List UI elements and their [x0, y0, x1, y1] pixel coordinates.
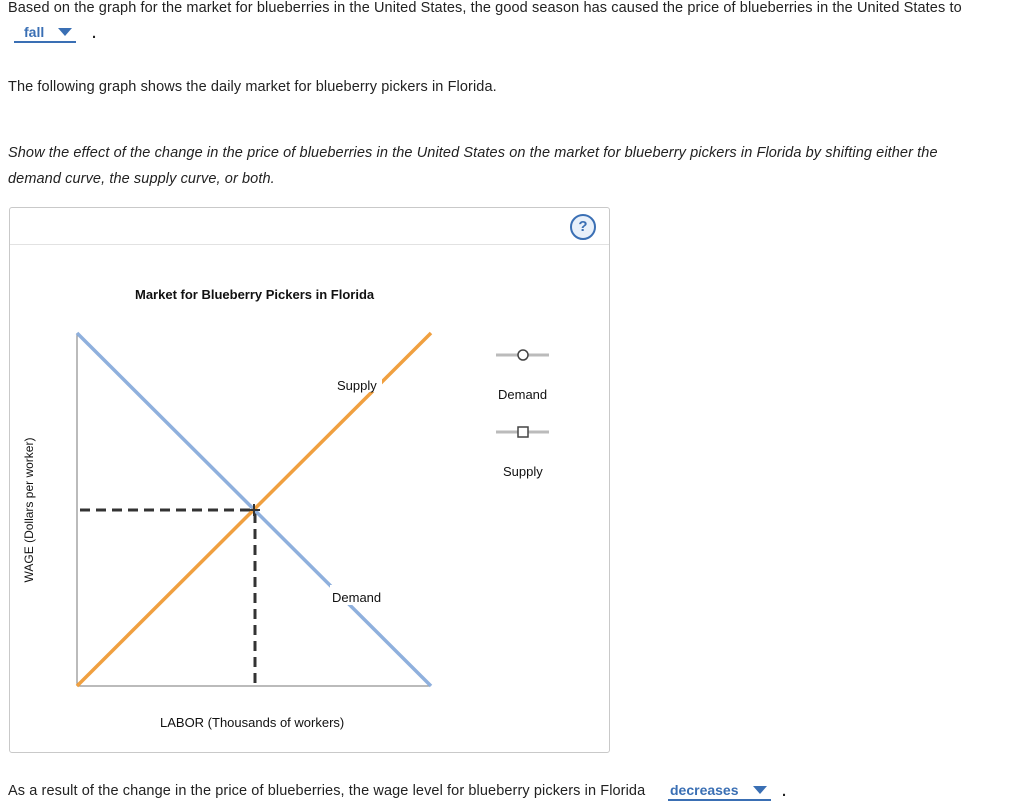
instructions-line-2: demand curve, the supply curve, or both.	[8, 171, 275, 187]
legend-supply-label[interactable]: Supply	[503, 464, 543, 479]
wage-change-dropdown[interactable]	[668, 782, 771, 801]
demand-curve-label: Demand	[332, 590, 382, 605]
period: .	[92, 26, 97, 42]
chart-title: Market for Blueberry Pickers in Florida	[135, 287, 375, 302]
circle-icon[interactable]	[518, 350, 528, 360]
graph-intro-text: The following graph shows the daily market for blueberry pickers in Florida.	[8, 79, 497, 95]
chevron-down-icon	[753, 786, 767, 794]
instructions-line-1: Show the effect of the change in the price of blueberries in the United States on the market for blueberry pickers in Florida by shifting either the	[8, 145, 938, 161]
x-axis-label: LABOR (Thousands of workers)	[160, 715, 345, 730]
legend-demand-label[interactable]: Demand	[498, 387, 548, 402]
square-icon[interactable]	[518, 427, 528, 437]
period: .	[782, 784, 787, 800]
result-text: As a result of the change in the price of blueberries, the wage level for blueberry pickers in Florida	[8, 783, 646, 799]
question-line-1: Based on the graph for the market for blueberries in the United States, the good season has caused the price of blueberries in the United States to	[8, 0, 962, 16]
y-axis-label: WAGE (Dollars per worker)	[22, 437, 36, 583]
question-icon[interactable]: ?	[570, 214, 596, 240]
graph-panel	[9, 207, 610, 753]
wage-change-dropdown-value: decreases	[670, 782, 739, 798]
chevron-down-icon	[58, 28, 72, 36]
supply-curve-label: Supply	[337, 378, 377, 393]
price-change-dropdown[interactable]	[14, 24, 76, 43]
graph-canvas[interactable]	[10, 208, 609, 752]
price-change-dropdown-value: fall	[24, 24, 45, 40]
